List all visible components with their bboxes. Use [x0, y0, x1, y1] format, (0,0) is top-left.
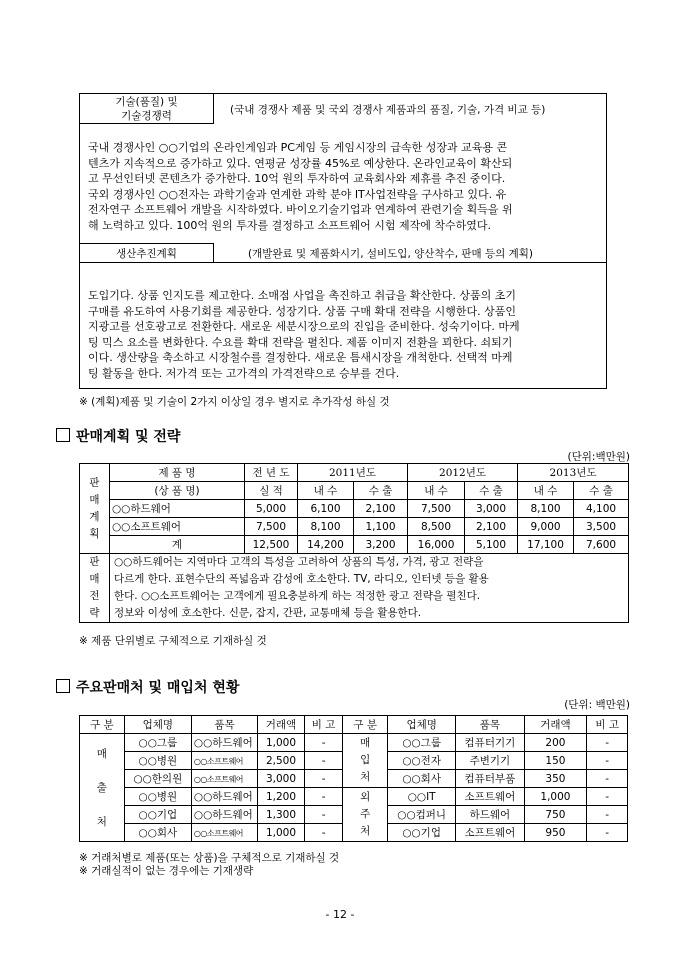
- sales-plan-row-label: 판 매 계 획: [80, 464, 110, 554]
- header-year: 2013년도: [518, 464, 629, 482]
- clients-title: 주요판매처 및 매입처 현황: [76, 680, 240, 696]
- table-row: ○○소프트웨어 7,500 8,100 1,100 8,500 2,100 9,000 3,500: [80, 518, 629, 536]
- production-body-line: 팅 활동을 한다. 저가격 또는 고가격의 가격전략으로 승부를 건다.: [88, 366, 400, 380]
- table-row: ○○병원 ○○소프트웨어 2,500 - ○○전자 주변기기 150 -: [80, 752, 628, 770]
- page-number: - 12 -: [325, 908, 355, 921]
- table-row: ○○회사 ○○소프트웨어 1,000 - ○○기업 소프트웨어 950 -: [80, 824, 628, 842]
- production-hint: (개발완료 및 제품화시기, 설비도입, 양산착수, 판매 등의 계획): [248, 248, 534, 260]
- header-domestic: 내 수: [298, 482, 354, 500]
- checkbox-icon: [56, 679, 70, 693]
- header-year: 2012년도: [408, 464, 518, 482]
- header-prev: 전 년 도: [245, 464, 298, 482]
- purchase-client-label: 매 입 처: [343, 734, 388, 788]
- clients-unit: (단위: 백만원): [564, 699, 630, 711]
- clients-note: ※ 거래처별로 제품(또는 상품)을 구체적으로 기재하실 것: [79, 852, 340, 864]
- header-product: 제 품 명: [110, 464, 245, 482]
- table-row: 계 12,500 14,200 3,200 16,000 5,100 17,100 7,600: [80, 536, 629, 554]
- sales-plan-unit: (단위:백만원): [567, 451, 630, 463]
- tech-label: 기술(품질) 및 기술경쟁력: [115, 96, 178, 122]
- tech-body-line: 해 노력하고 있다. 100억 원의 투자를 결정하고 소프트웨어 시험 제작에 착수하였다.: [88, 218, 491, 232]
- production-body-line: 구매를 유도하여 사용기회를 제공한다. 성장기다. 상품 구매 확대 전략을 시행한다. 상품인: [88, 304, 516, 318]
- strategy-label: 판 매 전 략: [80, 554, 110, 623]
- header-year: 2011년도: [298, 464, 408, 482]
- production-body: [88, 288, 600, 381]
- table-row: ○○기업 ○○하드웨어 1,300 - ○○컴퍼니 하드웨어 750 -: [80, 806, 628, 824]
- sales-client-label: 매 출 처: [80, 734, 125, 842]
- tech-body: [88, 140, 600, 233]
- header-domestic: 내 수: [408, 482, 465, 500]
- header-product-sub: (상 품 명): [110, 482, 245, 500]
- checkbox-icon: [56, 428, 70, 442]
- header-domestic: 내 수: [518, 482, 574, 500]
- tech-hint: (국내 경쟁사 제품 및 국외 경쟁사 제품과의 품질, 기술, 가격 비교 등): [230, 104, 546, 116]
- table-row: ○○하드웨어 5,000 6,100 2,100 7,500 3,000 8,100 4,100: [80, 500, 629, 518]
- outsource-client-label: 외 주 처: [343, 788, 388, 842]
- production-body-line: 지광고를 선호광고로 전환한다. 새로운 세분시장으로의 진입을 준비한다. 성숙기이다. 마케: [88, 320, 520, 333]
- clients-heading: [56, 677, 239, 697]
- tech-body-line: 전자연구 소프트웨어 개발을 시작하였다. 바이오기술기업과 연계하여 관련기술 획득을 위: [88, 203, 513, 216]
- sales-plan-heading: [56, 426, 180, 446]
- note-top: ※ (계획)제품 및 기술이 2가지 이상일 경우 별지로 추가작성 하실 것: [79, 396, 390, 408]
- production-body-line: 팅 믹스 요소를 변화한다. 수요를 확대 전략을 펼친다. 제품 이미지 전환을 꾀한다. 쇠퇴기: [88, 335, 513, 349]
- sales-plan-title: 판매계획 및 전략: [76, 429, 181, 445]
- production-label: 생산추진계획: [116, 248, 177, 260]
- table-row: ○○한의원 ○○소프트웨어 3,000 - ○○회사 컴퓨터부품 350 -: [80, 770, 628, 788]
- production-body-line: 도입기다. 상품 인지도를 제고한다. 소매점 사업을 촉진하고 취급을 확산한다. 상품의 초기: [88, 289, 516, 302]
- table-row: 매 출 처 ○○그룹 ○○하드웨어 1,000 - 매 입 처 ○○그룹 컴퓨터기기 200 -: [80, 734, 628, 752]
- clients-table: 구 분 업체명 품목 거래액 비 고 구 분 업체명 품목 거래액 비 고 매 출 처 ○○그룹 ○○하드웨어 1,000 - 매 입 처 ○○그룹 컴퓨터기기 200 - ○○병원 ○○소프트웨어 2,500 - ○○전자 주변기기 150 - ○○한의원 ○○소프트웨어 3,000 - ○○회사 컴퓨터부품 350 - ○○병원 ○○하드웨어 1,200 - 외 주 처 ○○IT 소프트웨어 1,000 - ○○기업 ○○하드웨어 1,300 - ○○컴퍼니 하드웨어 750 - ○○회사 ○○소프트웨어 1,000 - ○○기업 소프트웨어 950 -: [79, 715, 628, 842]
- tech-body-line: 고 무선인터넷 콘텐츠가 증가한다. 10억 원의 투자하여 교육회사와 제휴를 추진 중이다.: [88, 172, 506, 185]
- header-prev-sub: 실 적: [245, 482, 298, 500]
- sales-plan-note: ※ 제품 단위별로 구체적으로 기재하실 것: [79, 635, 267, 647]
- header-export: 수 출: [574, 482, 629, 500]
- tech-body-line: 국외 경쟁사인 ○○전자는 과학기술과 연계한 과학 분야 IT사업전략을 구사하고 있다. 유: [88, 187, 507, 201]
- clients-notes: [79, 852, 339, 878]
- header-export: 수 출: [465, 482, 518, 500]
- table-row: ○○병원 ○○하드웨어 1,200 - 외 주 처 ○○IT 소프트웨어 1,000 -: [80, 788, 628, 806]
- header-export: 수 출: [354, 482, 408, 500]
- tech-body-line: 국내 경쟁사인 ○○기업의 온라인게임과 PC게임 등 게임시장의 급속한 성장과 교육용 콘: [88, 141, 508, 154]
- strategy-text: ○○하드웨어는 지역마다 고객의 특성을 고려하여 상품의 특성, 가격, 광고 전략을 다르게 한다. 표현수단의 폭넓음과 감성에 호소한다. TV, 라디오, 인터넷 등을 활용 한다. ○○소프트웨어는 고객에게 필요충분하게 하는 적정한 광고 전략을 펼친다. 정보와 이성에 호소한다. 신문, 잡지, 간판, 교통매체 등을 활용한다.: [110, 554, 629, 623]
- sales-plan-table: [79, 463, 629, 623]
- tech-body-line: 텐츠가 지속적으로 증가하고 있다. 연평균 성장률 45%로 예상한다. 온라인교육이 확산되: [88, 156, 513, 170]
- production-divider: [79, 262, 607, 263]
- production-body-line: 이다. 생산량을 축소하고 시장철수를 결정한다. 새로운 틈새시장을 개척한다. 선택적 마케: [88, 351, 513, 364]
- clients-note: ※ 거래실적이 없는 경우에는 기재생략: [79, 865, 254, 877]
